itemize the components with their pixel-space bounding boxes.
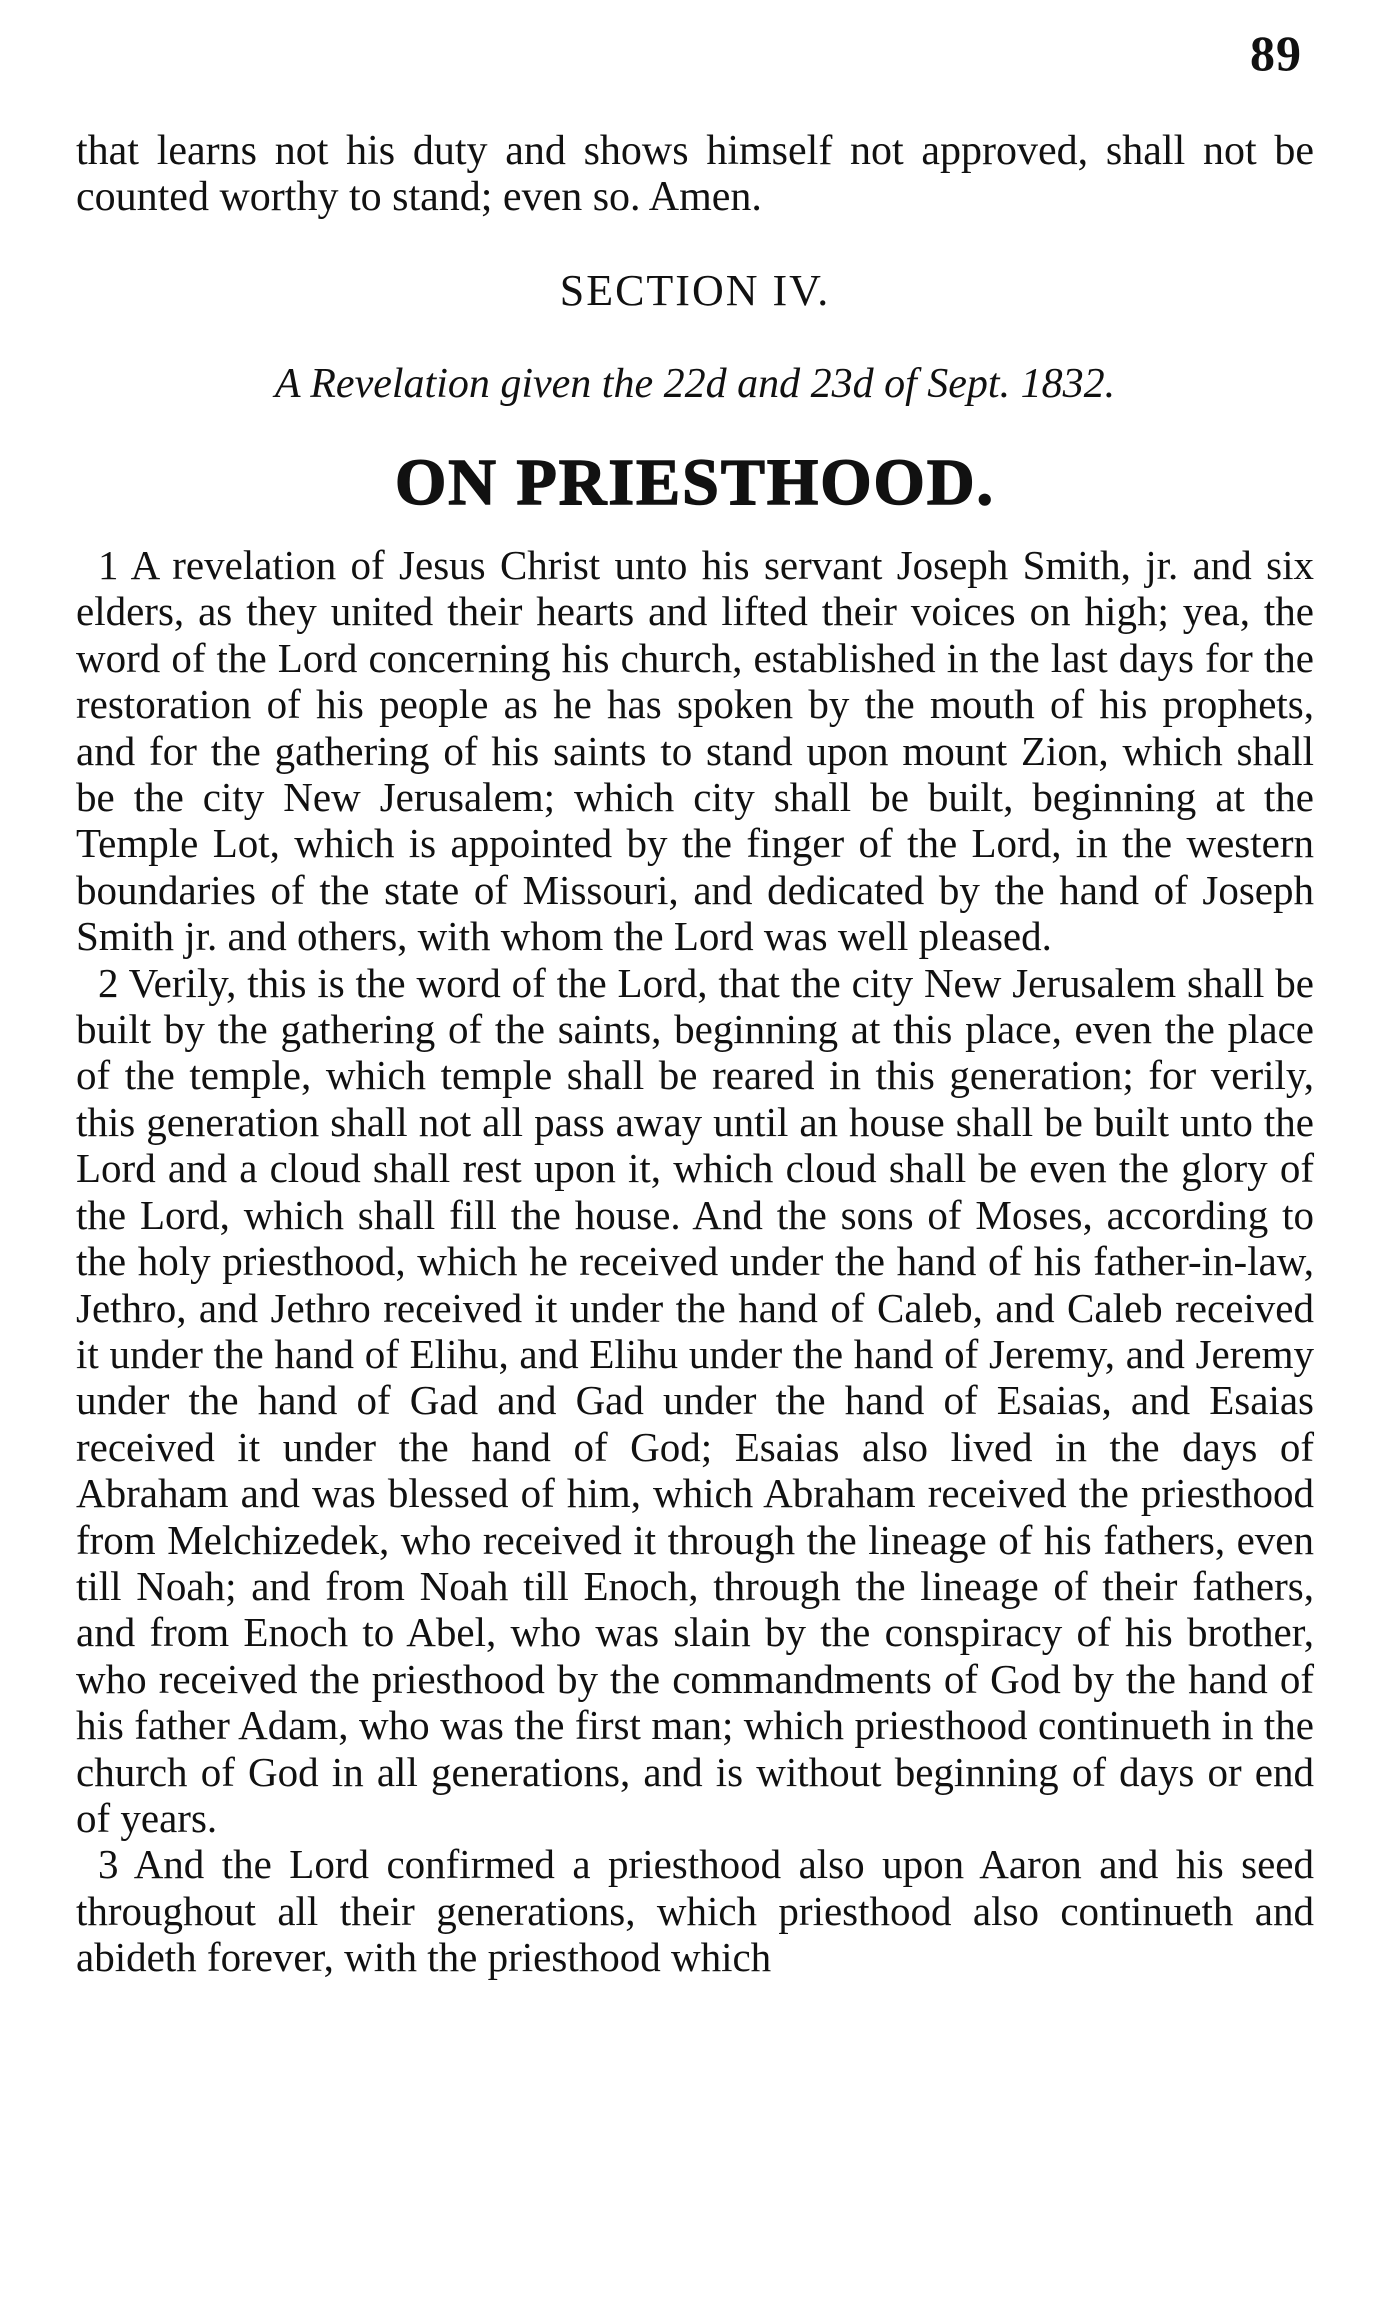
verse-1: 1 A revelation of Jesus Christ unto his servant Joseph Smith, jr. and six elders, as they united their hearts and lifted their voices on high; yea, the word of the Lord concerning his church, established in the last days for the restoration of his people as he has spoken by the mouth of his prophets, and for the gathering of his saints to stand upon mount Zion, which shall be the city New Jerusalem; which city shall be built, beginning at the Temple Lot, which is appointed by the finger of the Lord, in the western boundaries of the state of Missouri, and dedicated by the hand of Joseph Smith jr. and others, with whom the Lord was well pleased. bbox=[76, 542, 1314, 960]
verse-3: 3 And the Lord confirmed a priesthood also upon Aaron and his seed throughout all their generations, which priesthood also continueth and abideth forever, with the priesthood which bbox=[76, 1841, 1314, 1981]
continuation-paragraph: that learns not his duty and shows himself not approved, shall not be counted worthy to stand; even so. Amen. bbox=[76, 128, 1314, 220]
verses-body bbox=[76, 542, 1314, 1981]
page-number: 89 bbox=[1250, 25, 1302, 81]
section-heading: SECTION IV. bbox=[559, 266, 831, 315]
revelation-date-subtitle: A Revelation given the 22d and 23d of Sept. 1832. bbox=[274, 361, 1116, 407]
verse-2: 2 Verily, this is the word of the Lord, that the city New Jerusalem shall be built by the gathering of the saints, beginning at this place, even the place of the temple, which temple shall be reared in this generation; for verily, this generation shall not all pass away until an house shall be built unto the Lord and a cloud shall rest upon it, which cloud shall be even the glory of the Lord, which shall fill the house. And the sons of Moses, according to the holy priesthood, which he received under the hand of his father-in-law, Jethro, and Jethro received it under the hand of Caleb, and Caleb received it under the hand of Elihu, and Elihu under the hand of Jeremy, and Jeremy under the hand of Gad and Gad under the hand of Esaias, and Esaias received it under the hand of God; Esaias also lived in the days of Abraham and was blessed of him, which Abraham received the priesthood from Melchizedek, who received it through the lineage of his fathers, even till Noah; and from Noah till Enoch, through the lineage of their fathers, and from Enoch to Abel, who was slain by the conspiracy of his brother, who received the priesthood by the commandments of God by the hand of his father Adam, who was the first man; which priesthood continueth in the church of God in all generations, and is without beginning of days or end of years. bbox=[76, 959, 1314, 1841]
book-page bbox=[76, 0, 1314, 2310]
page-title: ON PRIESTHOOD. bbox=[394, 446, 996, 519]
